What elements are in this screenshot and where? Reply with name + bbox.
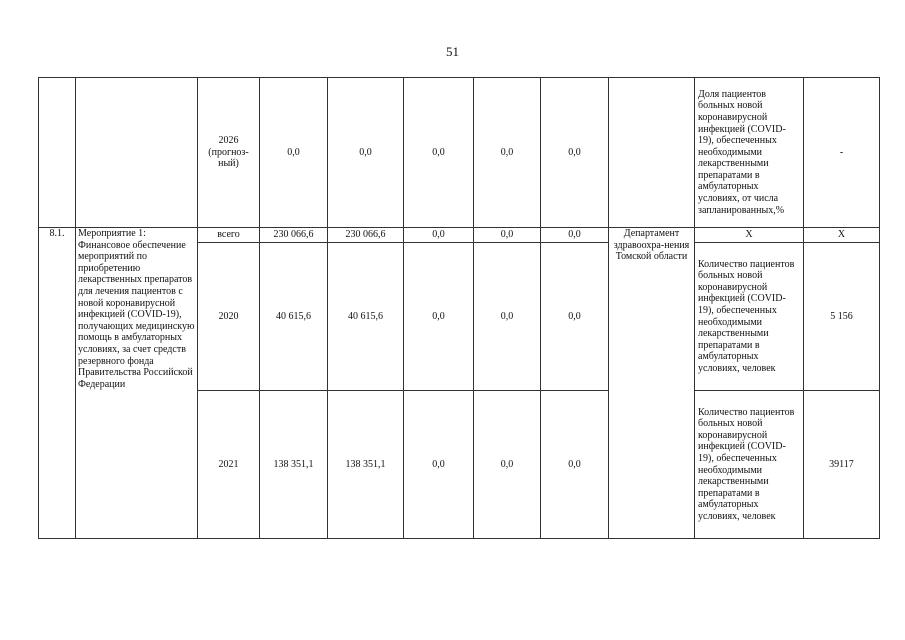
row-8-1-extrabudget: 0,0 bbox=[541, 228, 609, 243]
row-2020-regional: 0,0 bbox=[404, 243, 474, 391]
page-number: 51 bbox=[446, 44, 459, 59]
row-2020-indicator: Количество пациентов больных новой коронавирусной инфекцией (COVID-19), обеспеченных необходимыми лекарственными препаратами в амбулаторных условиях, человек bbox=[695, 243, 804, 391]
row-2026-name-cell bbox=[76, 78, 198, 228]
row-2020-indicator-value: 5 156 bbox=[804, 243, 880, 391]
row-2020-total: 40 615,6 bbox=[260, 243, 328, 391]
row-2026-executor-cell bbox=[609, 78, 695, 228]
row-2021-year: 2021 bbox=[198, 391, 260, 539]
row-2021-local: 0,0 bbox=[474, 391, 541, 539]
row-8-1-activity-name: Мероприятие 1: Финансовое обеспечение мероприятий по приобретению лекарственных препаратов для лечения пациентов с новой коронавирусной инфекцией (COVID-19), получающих медицинскую помощь в амбулаторных условиях, за счет средств резервного фонда Правительства Российской Федерации bbox=[76, 228, 198, 539]
row-2026-federal: 0,0 bbox=[328, 78, 404, 228]
row-8-1-indicator-value: X bbox=[804, 228, 880, 243]
row-2026-local: 0,0 bbox=[474, 78, 541, 228]
table-row-8-1-total bbox=[39, 228, 880, 243]
row-8-1-indicator: X bbox=[695, 228, 804, 243]
row-8-1-regional: 0,0 bbox=[404, 228, 474, 243]
row-2021-indicator: Количество пациентов больных новой коронавирусной инфекцией (COVID-19), обеспеченных необходимыми лекарственными препаратами в амбулаторных условиях, человек bbox=[695, 391, 804, 539]
row-2026-indicator-value: - bbox=[804, 78, 880, 228]
row-2021-extrabudget: 0,0 bbox=[541, 391, 609, 539]
row-8-1-executor: Департамент здравоохра-нения Томской области bbox=[609, 228, 695, 539]
row-2020-year: 2020 bbox=[198, 243, 260, 391]
row-2026-num-cell bbox=[39, 78, 76, 228]
row-8-1-year: всего bbox=[198, 228, 260, 243]
row-2026-regional: 0,0 bbox=[404, 78, 474, 228]
row-8-1-total: 230 066,6 bbox=[260, 228, 328, 243]
row-8-1-federal: 230 066,6 bbox=[328, 228, 404, 243]
table-row-2026 bbox=[39, 78, 880, 228]
row-2021-total: 138 351,1 bbox=[260, 391, 328, 539]
row-2020-extrabudget: 0,0 bbox=[541, 243, 609, 391]
row-2021-regional: 0,0 bbox=[404, 391, 474, 539]
program-activities-table bbox=[38, 77, 880, 539]
row-2020-federal: 40 615,6 bbox=[328, 243, 404, 391]
row-2026-total: 0,0 bbox=[260, 78, 328, 228]
row-2021-federal: 138 351,1 bbox=[328, 391, 404, 539]
row-8-1-number: 8.1. bbox=[39, 228, 76, 539]
row-2026-extrabudget: 0,0 bbox=[541, 78, 609, 228]
row-2026-indicator: Доля пациентов больных новой коронавирусной инфекцией (COVID-19), обеспеченных необходимыми лекарственными препаратами в амбулаторных условиях, от числа запланированных,% bbox=[695, 78, 804, 228]
row-2021-indicator-value: 39117 bbox=[804, 391, 880, 539]
row-2020-local: 0,0 bbox=[474, 243, 541, 391]
row-8-1-local: 0,0 bbox=[474, 228, 541, 243]
row-2026-year: 2026 (прогноз-ный) bbox=[198, 78, 260, 228]
